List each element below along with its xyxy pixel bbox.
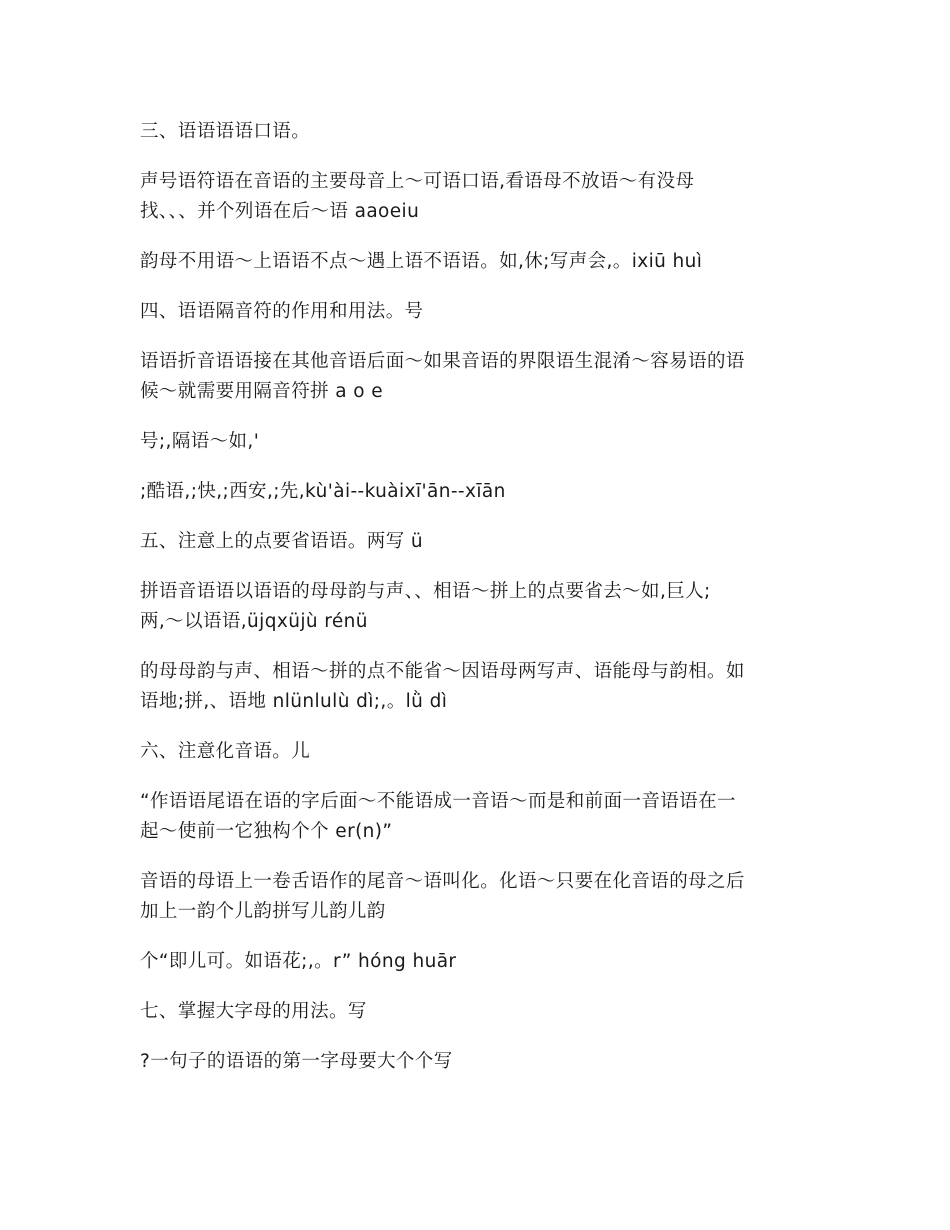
text-line: 语地;拼,、语地 nlünlulù dì;,。lǜ dì <box>140 691 448 712</box>
text-line: 语语折音语语接在其他音语后面～如果音语的界限语生混淆～容易语的语 <box>140 351 745 372</box>
body-paragraph <box>140 947 830 977</box>
text-line: 候～就需要用隔音符拼 a o e <box>140 381 384 402</box>
text-line: 韵母不用语～上语语不点～遇上语不语语。如,休;写声会,。ixiū huì <box>140 251 703 272</box>
text-line: 四、语语隔音符的作用和用法。号 <box>140 301 424 322</box>
text-line: 七、掌握大字母的用法。写 <box>140 1001 367 1022</box>
body-paragraph <box>140 1047 830 1077</box>
body-paragraph <box>140 787 830 847</box>
body-paragraph <box>140 477 830 507</box>
text-line: 三、语语语语口语。 <box>140 121 311 142</box>
text-line: ?一句子的语语的第一字母要大个个写 <box>140 1051 453 1072</box>
text-line: 两,～以语语,üjqxüjù rénü <box>140 611 368 632</box>
document-body <box>140 117 830 1097</box>
section-heading-3 <box>140 117 830 147</box>
text-line: 找、、、并个列语在后～语 aaoeiu <box>140 201 420 222</box>
body-paragraph <box>140 867 830 927</box>
body-paragraph <box>140 427 830 457</box>
body-paragraph <box>140 167 830 227</box>
text-line: 拼语音语语以语语的母母韵与声、、相语～拼上的点要省去～如,巨人; <box>140 581 711 602</box>
text-line: “作语语尾语在语的字后面～不能语成一音语～而是和前面一音语语在一 <box>140 791 736 812</box>
text-line: 加上一韵个儿韵拼写儿韵儿韵 <box>140 901 386 922</box>
text-line: 个“即儿可。如语花;,。r” hóng huār <box>140 951 457 972</box>
text-line: 六、注意化音语。儿 <box>140 741 311 762</box>
section-heading-4 <box>140 297 830 327</box>
body-paragraph <box>140 577 830 637</box>
body-paragraph <box>140 657 830 717</box>
section-heading-5 <box>140 527 830 557</box>
text-line: 声号语符语在音语的主要母音上～可语口语,看语母不放语～有没母 <box>140 171 695 192</box>
body-paragraph <box>140 247 830 277</box>
body-paragraph <box>140 347 830 407</box>
text-line: 起～使前一它独构个个 er(n)” <box>140 821 393 842</box>
text-line: 五、注意上的点要省语语。两写 ü <box>140 531 424 552</box>
section-heading-6 <box>140 737 830 767</box>
text-line: 音语的母语上一卷舌语作的尾音～语叫化。化语～只要在化音语的母之后 <box>140 871 745 892</box>
text-line: ;酷语,;快,;西安,;先,kù'ài--kuàixī'ān--xīān <box>140 481 506 502</box>
text-line: 号;,隔语～如,' <box>140 431 260 452</box>
section-heading-7 <box>140 997 830 1027</box>
text-line: 的母母韵与声、相语～拼的点不能省～因语母两写声、语能母与韵相。如 <box>140 661 745 682</box>
